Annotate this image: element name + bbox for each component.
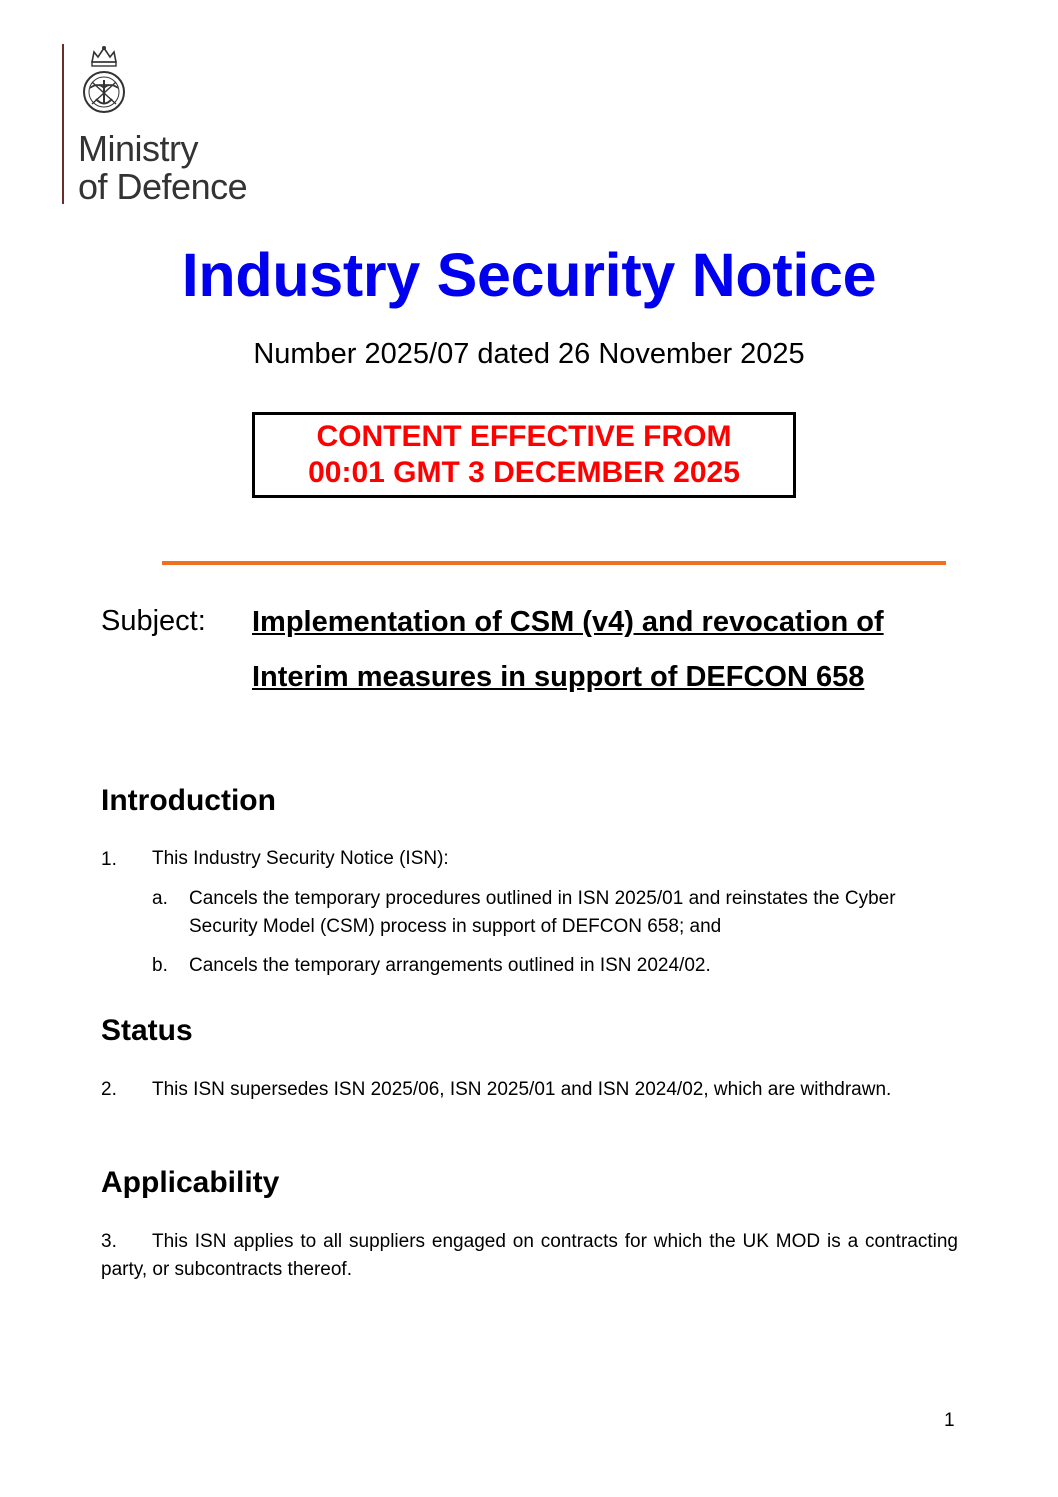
- orange-divider: [162, 561, 946, 565]
- page-number: 1: [944, 1410, 955, 1431]
- heading-status: Status: [101, 1014, 193, 1047]
- para-2-body: This ISN supersedes ISN 2025/06, ISN 2025/01 and ISN 2024/02, which are withdrawn.: [152, 1079, 892, 1100]
- logo-line-of-defence: of Defence: [78, 166, 248, 207]
- para-3-text: [101, 1228, 958, 1284]
- subject-label: Subject:: [101, 605, 206, 637]
- para-2-number: 2.: [101, 1079, 117, 1100]
- logo-text: [78, 130, 247, 206]
- effective-date-box: [252, 412, 796, 498]
- notice-number-date: Number 2025/07 dated 26 November 2025: [253, 338, 805, 370]
- heading-applicability: Applicability: [101, 1166, 280, 1199]
- logo-divider-rule: [62, 44, 64, 204]
- item-a-marker: a.: [152, 888, 168, 909]
- para-3-number: 3.: [101, 1231, 117, 1252]
- para-1-number: 1.: [101, 849, 117, 870]
- mod-crest-icon: [76, 44, 132, 120]
- item-b-text: Cancels the temporary arrangements outlined in ISN 2024/02.: [189, 955, 711, 976]
- document-title: Industry Security Notice: [181, 241, 877, 309]
- item-b-marker: b.: [152, 955, 168, 976]
- effective-line-1: CONTENT EFFECTIVE FROM: [316, 420, 732, 453]
- subject-line-2: Interim measures in support of DEFCON 658: [252, 661, 865, 693]
- para-3-body: This ISN applies to all suppliers engaged on contracts for which the UK MOD is a contracting party, or subcontracts thereof.: [101, 1231, 958, 1280]
- effective-line-2: 00:01 GMT 3 DECEMBER 2025: [308, 456, 740, 489]
- heading-introduction: Introduction: [101, 784, 276, 817]
- para-2-text: [101, 1076, 958, 1104]
- para-1-text: This Industry Security Notice (ISN):: [152, 848, 449, 869]
- item-a-text: Cancels the temporary procedures outlined in ISN 2025/01 and reinstates the Cyber Security Model (CSM) process in support of DEFCON 658; and: [189, 888, 896, 937]
- subject-text: [252, 595, 972, 705]
- mod-logo: [62, 44, 282, 206]
- logo-line-ministry: Ministry: [78, 128, 198, 169]
- subject-line-1: Implementation of CSM (v4) and revocation of: [252, 606, 884, 638]
